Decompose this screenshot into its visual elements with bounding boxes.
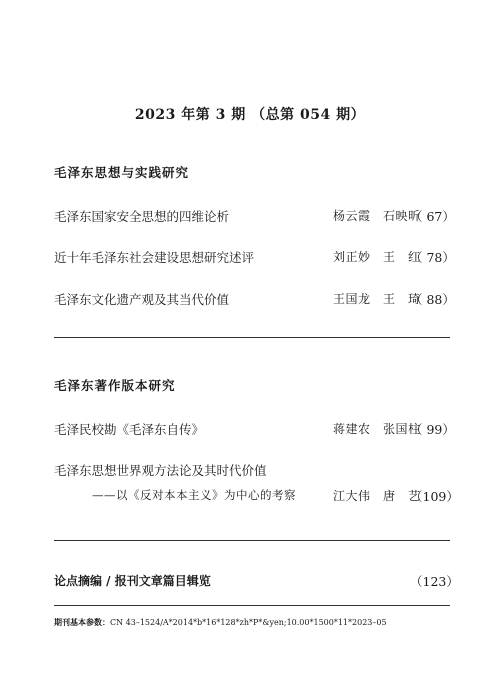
article-page: （ 78）: [410, 250, 455, 265]
issue-header: 2023 年第 3 期 （总第 054 期）: [134, 107, 366, 123]
section-divider: [54, 337, 450, 338]
article-page: （ 88）: [410, 292, 455, 307]
article-page: （109）: [410, 489, 459, 504]
article-title[interactable]: 毛泽民校勘《毛泽东自传》: [54, 422, 205, 437]
article-title[interactable]: 近十年毛泽东社会建设思想研究述评: [54, 250, 255, 265]
section-divider: [54, 540, 450, 541]
article-authors: 江大伟 唐 艺: [333, 489, 421, 503]
article-title[interactable]: 毛泽东文化遗产观及其当代价值: [54, 292, 230, 307]
article-page: （ 67）: [410, 209, 455, 224]
article-authors: 杨云霞 石映昕: [333, 209, 421, 223]
section-heading-thought-practice: 毛泽东思想与实践研究: [54, 165, 190, 180]
article-authors: 王国龙 王 琦: [333, 292, 421, 306]
section-heading-editions: 毛泽东著作版本研究: [54, 378, 176, 393]
footer-divider: [54, 605, 450, 606]
article-title[interactable]: 毛泽东国家安全思想的四维论析: [54, 209, 230, 224]
article-page: （ 99）: [410, 422, 455, 437]
article-authors: 刘正妙 王 红: [333, 250, 421, 264]
article-subtitle: ——以《反对本本主义》为中心的考察: [92, 488, 296, 502]
journal-parameters-value: CN 43–1524/A*2014*b*16*128*zh*P*&yen;10.00*1500*11*2023–05: [110, 618, 387, 627]
article-authors: 蒋建农 张国柱: [333, 422, 421, 436]
journal-parameters-label: 期刊基本参数：: [54, 618, 110, 627]
digest-title[interactable]: 论点摘编 / 报刊文章篇目辑览: [54, 574, 211, 588]
digest-page: （123）: [410, 574, 459, 589]
article-title[interactable]: 毛泽东思想世界观方法论及其时代价值: [54, 463, 267, 478]
journal-parameters: [54, 617, 387, 628]
